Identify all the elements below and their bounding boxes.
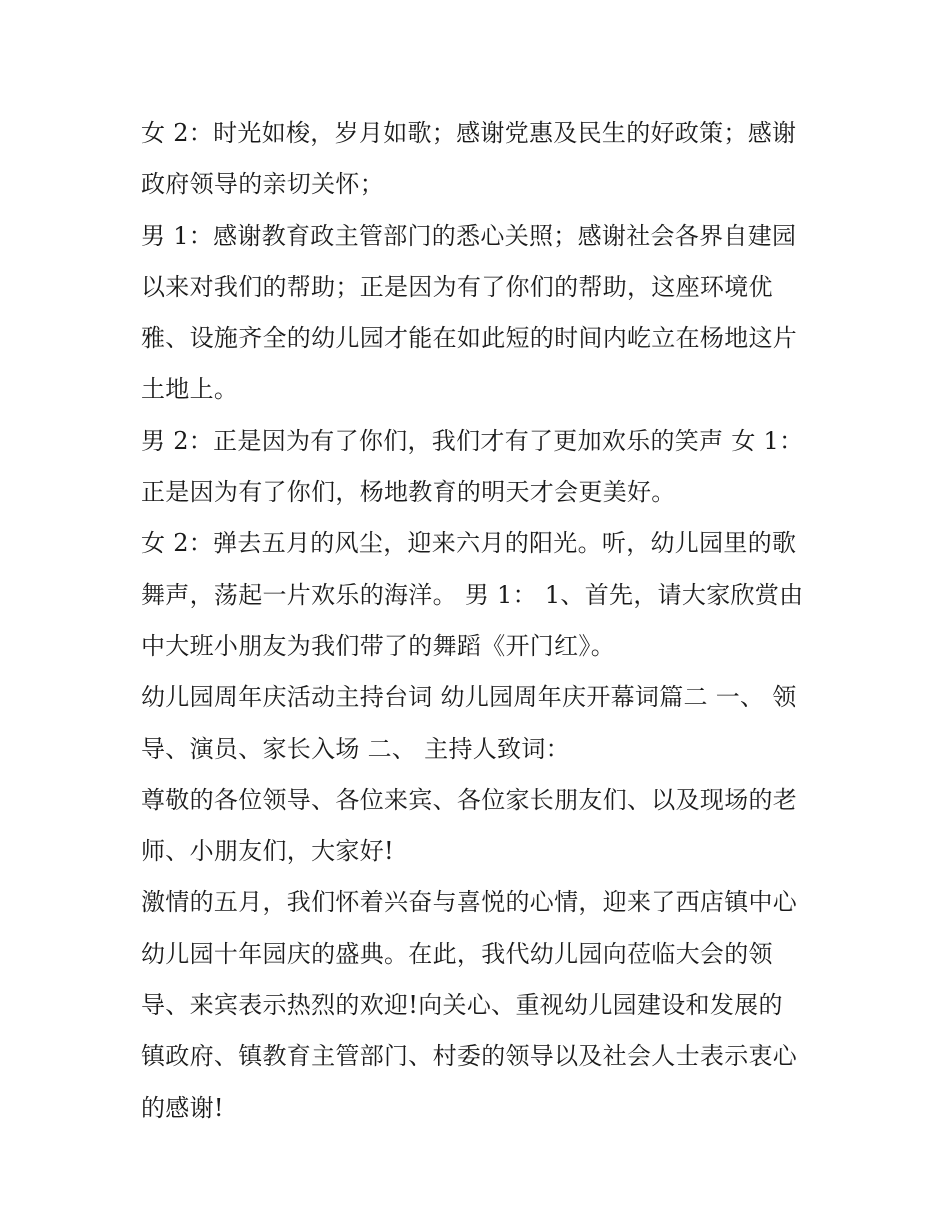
paragraph-female2-thanks — [141, 108, 813, 211]
paragraph-section-heading — [141, 672, 813, 775]
text-line: 幼儿园周年庆活动主持台词 幼儿园周年庆开幕词篇二 一、 领 — [141, 683, 797, 712]
paragraph-welcome-speech — [141, 877, 813, 1133]
paragraph-greeting — [141, 775, 813, 878]
text-line: 师、小朋友们，大家好! — [141, 837, 394, 866]
text-line: 以来对我们的帮助；正是因为有了你们的帮助，这座环境优 — [141, 272, 773, 301]
text-line: 导、来宾表示热烈的欢迎!向关心、重视幼儿园建设和发展的 — [141, 991, 783, 1020]
paragraph-male2-female1 — [141, 416, 813, 519]
text-line: 男 1：感谢教育政主管部门的悉心关照；感谢社会各界自建园 — [141, 221, 797, 250]
text-line: 雅、设施齐全的幼儿园才能在如此短的时间内屹立在杨地这片 — [141, 324, 798, 353]
text-line: 正是因为有了你们，杨地教育的明天才会更美好。 — [141, 478, 676, 507]
text-line: 激情的五月，我们怀着兴奋与喜悦的心情，迎来了西店镇中心 — [141, 888, 798, 917]
text-line: 中大班小朋友为我们带了的舞蹈《开门红》。 — [141, 631, 615, 660]
document-body — [141, 108, 813, 1134]
paragraph-male1-thanks — [141, 211, 813, 416]
text-line: 镇政府、镇教育主管部门、村委的领导以及社会人士表示衷心 — [141, 1042, 798, 1071]
text-line: 导、演员、家长入场 二、 主持人致词： — [141, 734, 570, 763]
text-line: 尊敬的各位领导、各位来宾、各位家长朋友们、以及现场的老 — [141, 785, 798, 814]
text-line: 幼儿园十年园庆的盛典。在此，我代幼儿园向莅临大会的领 — [141, 939, 773, 968]
text-line: 舞声，荡起一片欢乐的海洋。 男 1： 1、首先，请大家欣赏由 — [141, 580, 804, 609]
text-line: 女 2：弹去五月的风尘，迎来六月的阳光。听，幼儿园里的歌 — [141, 529, 797, 558]
paragraph-female2-male1-program — [141, 518, 813, 672]
text-line: 土地上。 — [141, 375, 239, 404]
text-line: 政府领导的亲切关怀； — [141, 170, 384, 199]
text-line: 男 2：正是因为有了你们，我们才有了更加欢乐的笑声 女 1： — [141, 426, 804, 455]
text-line: 女 2：时光如梭，岁月如歌；感谢党惠及民生的好政策；感谢 — [141, 119, 797, 147]
text-line: 的感谢! — [141, 1093, 224, 1122]
